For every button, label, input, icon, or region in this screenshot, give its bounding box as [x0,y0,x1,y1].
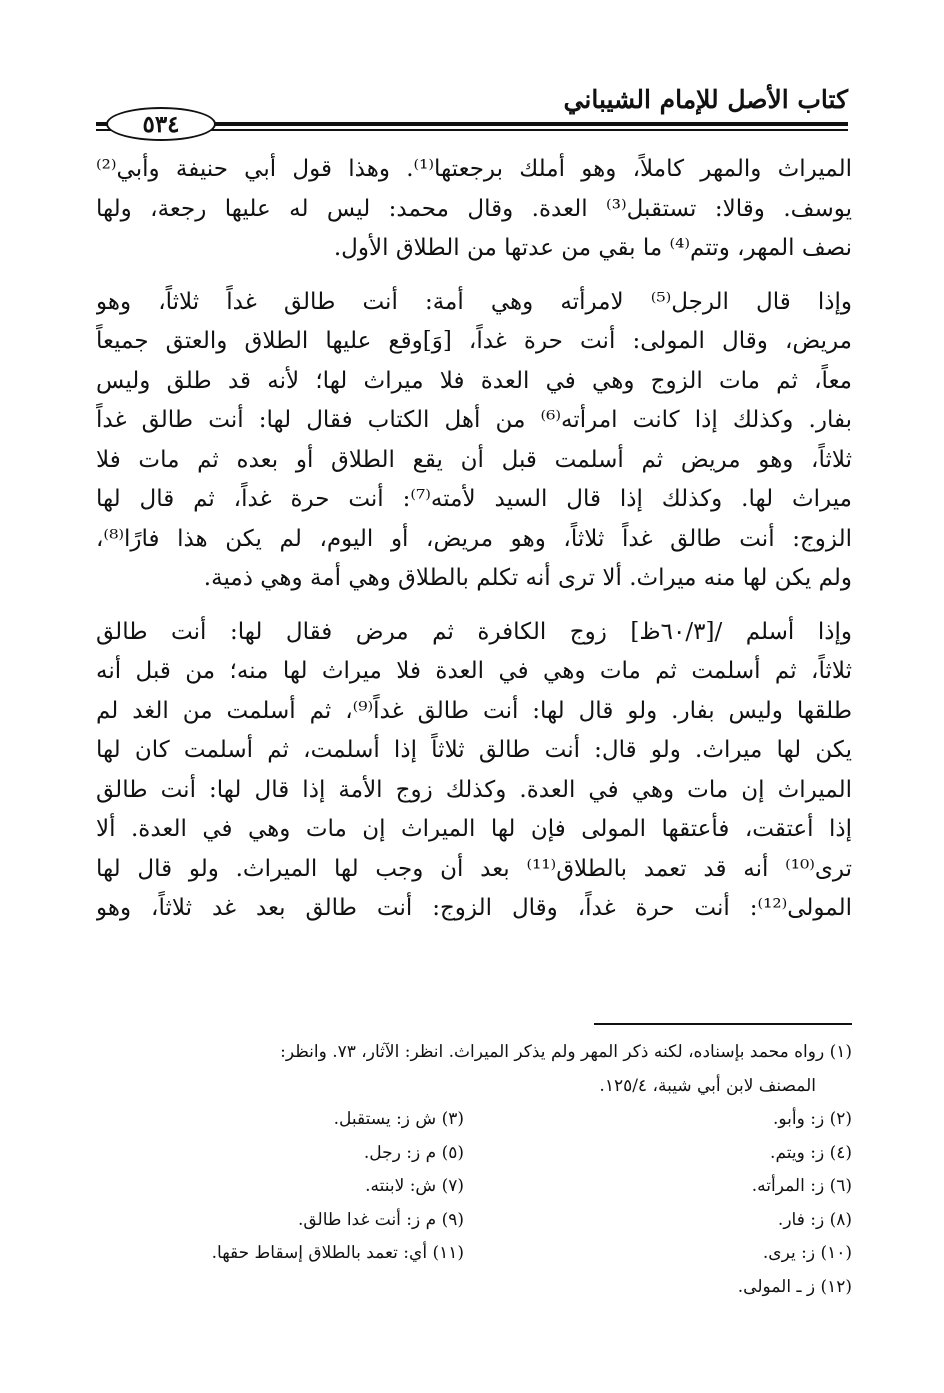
text-line: يوسف. وقالا: تستقبل⁽³⁾ العدة. وقال محمد: ليس له عليها رجعة، ولها [96,195,852,222]
footnote-1: (١) رواه محمد بإسناده، لكنه ذكر المهر ولم يذكر الميراث. انظر: الآثار، ٧٣. وانظر: [280,1042,852,1062]
paragraph-1 [96,150,852,269]
footnote-11: (١١) أي: تعمد بالطلاق إسقاط حقها. [211,1243,464,1263]
footnote-10: (١٠) ز: يرى. [762,1243,852,1263]
text-line: بفار. وكذلك إذا كانت امرأته⁽⁶⁾ من أهل الكتاب فقال لها: أنت طالق غداً [96,407,852,433]
text-line: ثلاثاً، ثم أسلمت ثم مات وهي في العدة فلا ميراث لها منه؛ من قبل أنه [96,658,852,684]
footnote-1-continued: المصنف لابن أبي شيبة، ١٢٥/٤. [599,1075,816,1096]
footnotes [96,1036,852,1304]
footnote-8: (٨) ز: فار. [777,1209,852,1230]
text-line: الزوج: أنت طالق غداً ثلاثاً، وهو مريض، أو اليوم، لم يكن هذا فارًا⁽⁸⁾، [96,525,852,552]
text-line: طلقها وليس بفار. ولو قال لها: أنت طالق غداً⁽⁹⁾، ثم أسلمت من الغد لم [96,697,852,724]
text-line: الميراث والمهر كاملاً، وهو أملك برجعتها⁽¹⁾. وهذا قول أبي حنيفة وأبي⁽²⁾ [96,156,852,182]
paragraph-3 [96,613,852,929]
footnote-separator [594,1023,852,1025]
text-line: وإذا قال الرجل⁽⁵⁾ لامرأته وهي أمة: أنت طالق غداً ثلاثاً، وهو [96,288,852,315]
text-line: يكن لها ميراث. ولو قال: أنت طالق ثلاثاً إذا أسلمت، ثم أسلمت كان لها [96,737,852,763]
footnote-6: (٦) ز: المرأته. [751,1176,852,1196]
main-text [96,150,852,943]
text-line: إذا أعتقت، فأعتقها المولى فإن لها الميراث إن مات وهي في العدة. ألا [96,816,852,842]
footnote-2: (٢) ز: وأبو. [772,1109,852,1129]
page-number: ٥٣٤ [106,107,216,141]
text-line: ولم يكن لها منه ميراث. ألا ترى أنه تكلم بالطلاق وهي أمة وهي ذمية. [203,565,852,591]
text-line: مريض، وقال المولى: أنت حرة غداً، [وَ]وقع عليها الطلاق والعتق جميعاً [96,328,852,354]
text-line: وإذا أسلم /[٦٠/٣ظ] زوج الكافرة ثم مرض فقال لها: أنت طالق [96,618,852,645]
running-header-title: كتاب الأصل للإمام الشيباني [563,85,848,114]
footnote-5: (٥) م ز: رجل. [363,1142,464,1163]
text-line: نصف المهر، وتتم⁽⁴⁾ ما بقي من عدتها من الطلاق الأول. [333,235,852,261]
footnote-4: (٤) ز: ويتم. [770,1142,852,1163]
text-line: الميراث إن مات وهي في العدة. وكذلك زوج الأمة إذا قال لها: أنت طالق [96,776,852,803]
footnote-grid [96,1103,852,1271]
text-line: المولى⁽¹²⁾: أنت حرة غداً، وقال الزوج: أنت طالق بعد غد ثلاثاً، وهو [96,895,852,921]
paragraph-2 [96,283,852,599]
text-line: ميراث لها. وكذلك إذا قال السيد لأمته⁽⁷⁾: أنت حرة غداً، ثم قال لها [96,486,852,512]
footnote-9: (٩) م ز: أنت غدا طالق. [297,1209,464,1230]
text-line: ثلاثاً، وهو مريض ثم أسلمت قبل أن يقع الطلاق أو بعده ثم مات فلا [96,446,852,473]
footnote-7: (٧) ش: لابنته. [365,1176,464,1196]
footnote-3: (٣) ش ز: يستقبل. [333,1109,464,1129]
footnote-12: (١٢) ز ـ المولى. [737,1276,852,1297]
text-line: ترى⁽¹⁰⁾ أنه قد تعمد بالطلاق⁽¹¹⁾ بعد أن وجب لها الميراث. ولو قال لها [96,855,852,882]
text-line: معاً، ثم مات الزوج وهي في العدة فلا ميراث لها؛ لأنه قد طلق وليس [96,367,852,394]
